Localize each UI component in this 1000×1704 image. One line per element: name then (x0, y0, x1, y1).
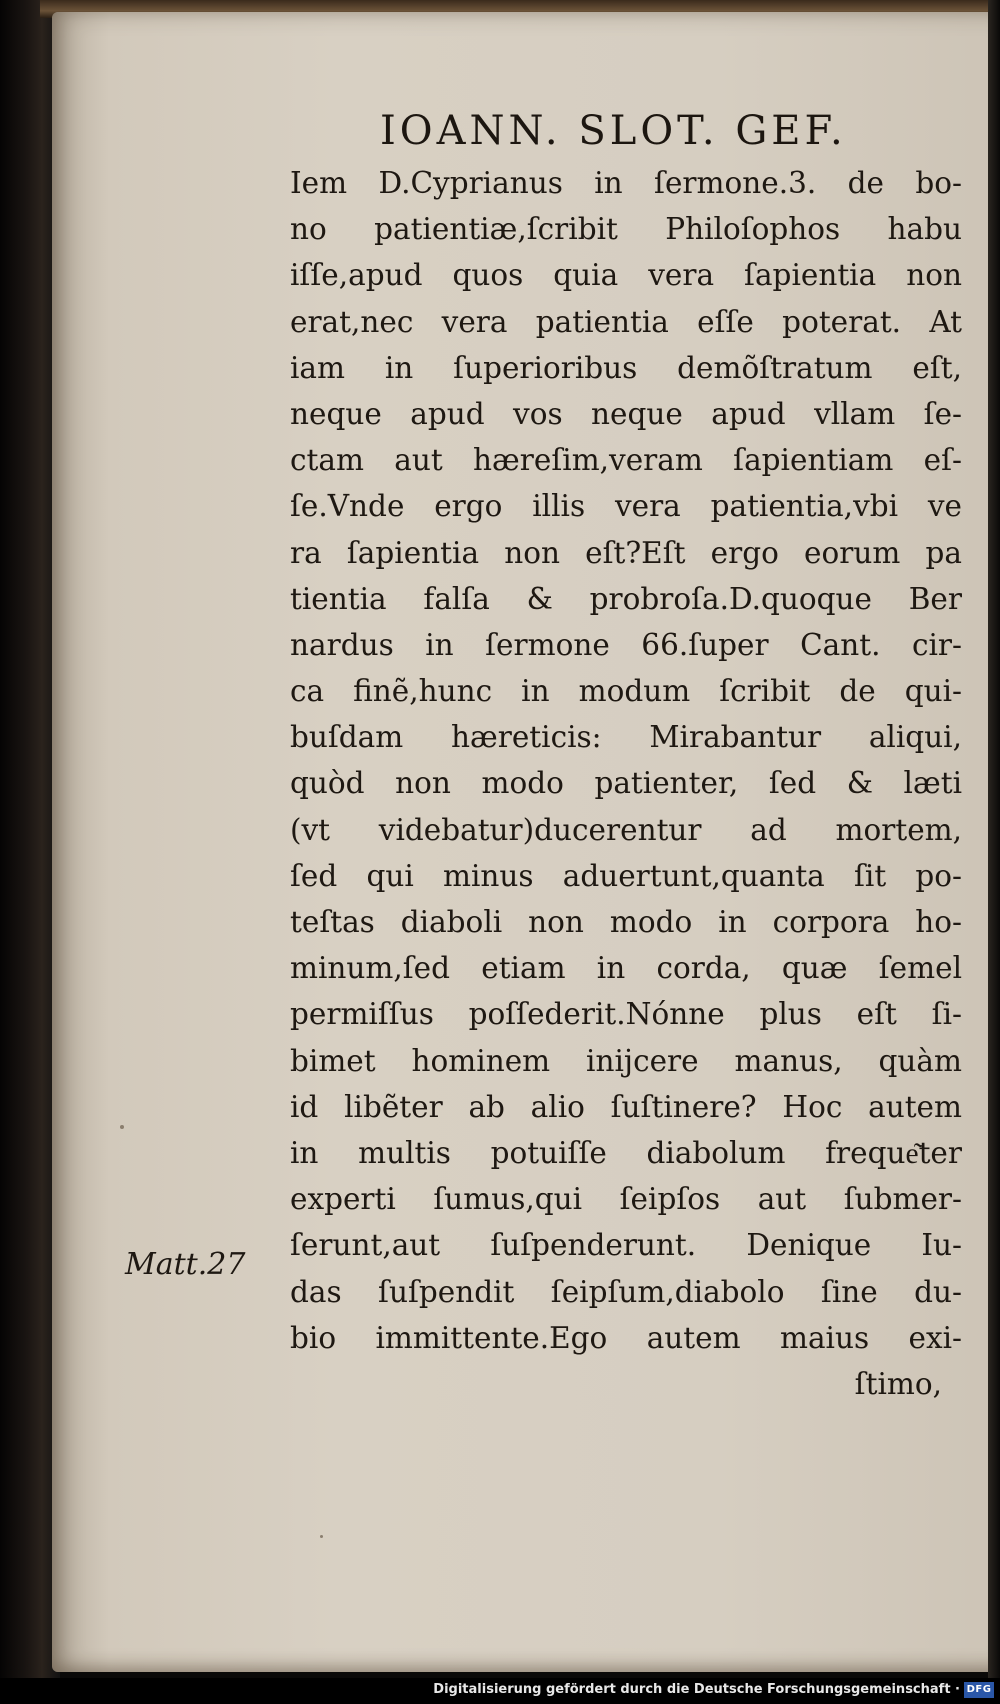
text-line: id libẽter ab alio ſuſtinere? Hoc autem (290, 1089, 962, 1124)
text-line: ſerunt,aut ſuſpenderunt. Denique Iu- (290, 1228, 962, 1263)
text-line: ra ſapientia non eſt?Eſt ergo eorum pa (290, 535, 962, 570)
right-edge-shadow (988, 0, 1000, 1704)
text-line: tientia falſa & probroſa.D.quoque Ber (290, 581, 962, 616)
paper-speck (320, 1535, 323, 1538)
text-line: iam in ſuperioribus demõſtratum eſt, (290, 350, 962, 385)
text-line: teſtas diaboli non modo in corpora ho- (290, 905, 962, 939)
text-line: minum,ſed etiam in corda, quæ ſemel (290, 951, 962, 986)
text-line: no patientiæ,ſcribit Philoſophos habu (290, 212, 962, 247)
text-line: erat,nec vera patientia eſſe poterat. At (290, 304, 962, 339)
text-line: ſe.Vnde ergo illis vera patientia,vbi ve (290, 489, 962, 524)
text-line: ctam aut hæreſim,veram ſapientiam eſ- (290, 443, 962, 478)
dfg-logo-icon: DFG (964, 1682, 994, 1698)
text-line: quòd non modo patienter, ſed & læti (290, 766, 962, 801)
text-line: nardus in ſermone 66.ſuper Cant. cir- (290, 627, 962, 662)
text-line: bimet hominem inijcere manus, quàm (290, 1043, 962, 1078)
text-line: ſed qui minus aduertunt,quanta ſit po- (290, 858, 962, 893)
marginal-note: Matt.27 (125, 1247, 246, 1282)
text-line: das ſuſpendit ſeipſum,diabolo ſine du- (290, 1274, 962, 1309)
paper-speck (120, 1125, 124, 1129)
text-line: ca finẽ,hunc in modum ſcribit de qui- (290, 674, 962, 709)
text-line: Iem D.Cyprianus in ſermone.3. de bo- (290, 166, 962, 200)
text-line: permiſſus poſſederit.Nónne plus eſt ſi- (290, 997, 962, 1032)
text-line: bio immittente.Ego autem maius exi- (290, 1320, 962, 1355)
catchword: ſtimo, (854, 1366, 942, 1401)
text-line: iſſe,apud quos quia vera ſapientia non (290, 258, 962, 293)
book-spine-edge (0, 0, 60, 1704)
running-head: IOANN. SLOT. GEF. (380, 108, 847, 154)
text-line: neque apud vos neque apud vllam ſe- (290, 396, 962, 431)
text-line: in multis potuiſſe diabolum freque͂ter (290, 1135, 962, 1170)
text-line: (vt videbatur)ducerentur ad mortem, (290, 812, 962, 847)
body-text (290, 160, 962, 1407)
text-line: experti ſumus,qui ſeipſos aut ſubmer- (290, 1182, 962, 1217)
footer-credit: Digitalisierung gefördert durch die Deutsche Forschungsgemeinschaft · (433, 1682, 960, 1697)
text-line: buſdam hæreticis: Mirabantur aliqui, (290, 720, 962, 755)
